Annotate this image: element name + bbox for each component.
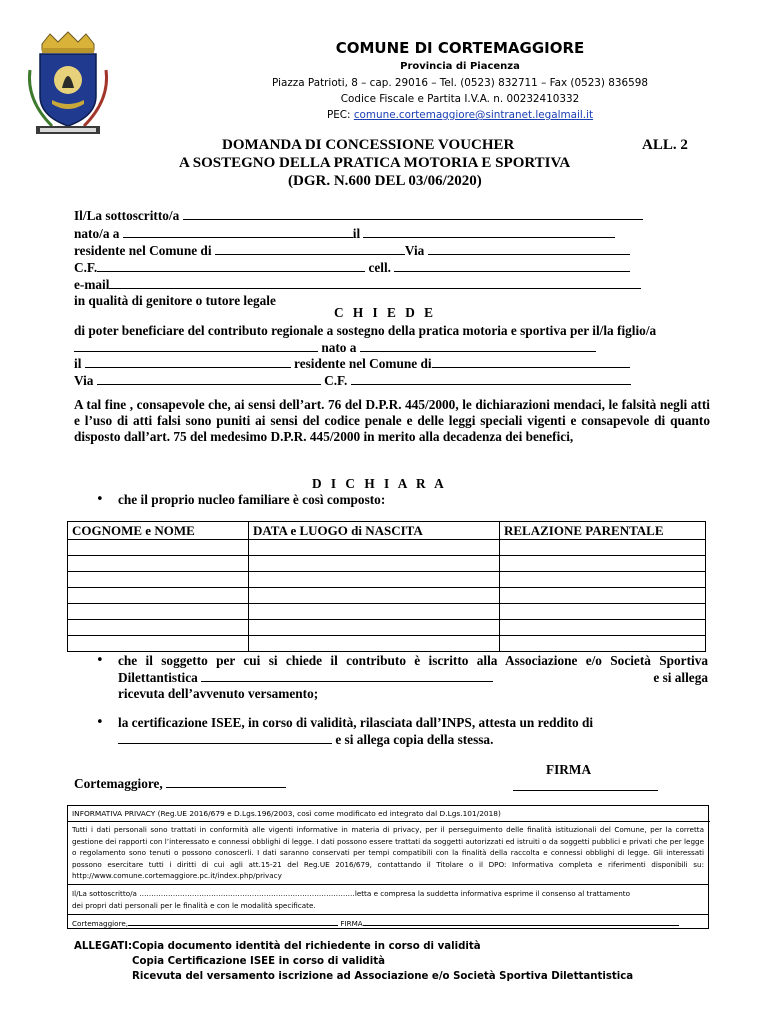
document-title-line2: A SOSTEGNO DELLA PRATICA MOTORIA E SPORTIVA [179,155,571,171]
cf-field[interactable] [97,260,365,272]
family-table [67,521,706,652]
role-text: in qualità di genitore o tutore legale [74,293,276,308]
signature-field[interactable] [513,790,658,791]
annex-number: ALL. 2 [642,137,688,153]
attachment-item: Copia Certificazione ISEE in corso di validità [132,956,385,967]
name-cell[interactable] [68,572,249,588]
association-statement [118,653,708,703]
name-cell[interactable] [68,604,249,620]
email-line [74,277,641,293]
privacy-heading: INFORMATIVA PRIVACY (Reg.UE 2016/679 e D.Lgs.196/2003, così come modificato ed integrato dal D.Lgs.101/2018) [68,806,710,822]
privacy-notice-box [67,805,709,929]
child-street-field[interactable] [97,373,321,385]
bullet-icon: • [96,492,104,507]
declaration-intro: A tal fine , consapevole che, ai sensi dell’art. 76 del D.P.R. 445/2000, le dichiarazioni mendaci, le falsità negli atti e l’uso di atti falsi sono puniti ai sensi del codice penale e delle leggi speciali vigenti e consapevole di quanto disposto dall’art. 75 del medesimo D.P.R. 445/2000 in merito alla decadenza dei benefici, [74,397,710,444]
relation-cell[interactable] [500,540,706,556]
table-row [68,556,706,572]
child-birth-date-field[interactable] [85,356,291,368]
residence-city-field[interactable] [215,243,405,255]
child-via-label: Via [74,373,94,388]
cell-label: cell. [368,260,392,275]
table-row [68,572,706,588]
child-resident-label: residente nel Comune di [294,356,432,371]
document-title-line3: (DGR. N.600 DEL 03/06/2020) [288,173,482,189]
chiede-text: di poter beneficiare del contributo regionale a sostegno della pratica motoria e sportiva per il/la figlio/a [74,323,657,338]
name-cell[interactable] [68,556,249,572]
bullet-icon: • [96,715,104,730]
birth-cell[interactable] [249,556,500,572]
attachment-item: Ricevuta del versamento iscrizione ad Associazione e/o Società Sportiva Dilettantistica [132,971,634,982]
pec-label: PEC: [326,109,354,121]
pec-line [250,109,670,121]
cf-line [74,260,630,276]
resident-in-label: residente nel Comune di [74,243,212,258]
birth-place-field[interactable] [123,226,353,238]
child-born-in-label: nato a [321,340,357,355]
child-cf-field[interactable] [351,373,631,385]
email-label: e-mail [74,277,110,292]
attachment-item: Copia documento identità del richiedente in corso di validità [132,941,481,952]
table-header-row [68,522,706,540]
privacy-firma-label: FIRMA [340,919,363,928]
child-name-field[interactable] [74,340,318,352]
pec-email-link[interactable]: comune.cortemaggiore@sintranet.legalmail.it [353,109,594,121]
child-birth-line [74,356,630,372]
birth-cell[interactable] [249,636,500,652]
name-cell[interactable] [68,636,249,652]
consent-section [68,884,708,915]
table-row [68,636,706,652]
attachments-label: ALLEGATI: [74,941,133,952]
income-field[interactable] [118,732,332,744]
isee-statement [118,715,708,748]
child-street-line [74,373,631,389]
col-name-header: COGNOME e NOME [68,522,249,540]
undersigned-field[interactable] [183,208,643,220]
relation-cell[interactable] [500,620,706,636]
relation-cell[interactable] [500,588,706,604]
child-residence-city-field[interactable] [432,356,630,368]
place-date-line [74,776,286,792]
birth-cell[interactable] [249,540,500,556]
name-cell[interactable] [68,540,249,556]
consent-text [72,888,704,911]
name-cell[interactable] [68,588,249,604]
table-row [68,540,706,556]
birth-cell[interactable] [249,620,500,636]
privacy-place-label: Cortemaggiore, [72,919,129,928]
birth-cell[interactable] [249,604,500,620]
residence-line [74,243,630,259]
table-row [68,588,706,604]
via-label: Via [404,243,425,258]
col-birth-header: DATA e LUOGO di NASCITA [249,522,500,540]
place-label: Cortemaggiore, [74,776,163,791]
municipality-title: COMUNE DI CORTEMAGGIORE [335,39,585,57]
relation-cell[interactable] [500,572,706,588]
consent-line1: Il/La sottoscritto/a ………………………………………………………………………………letta e compresa la suddetta informativa esprime il consenso al trattamento [72,889,630,898]
family-composition-text: che il proprio nucleo familiare è così composto: [118,492,386,507]
cf-label: C.F. [74,260,98,275]
dichiara-heading: D I C H I A R A [312,476,447,491]
birth-line [74,226,615,242]
bullet-icon: • [96,653,104,668]
relation-cell[interactable] [500,604,706,620]
privacy-signature-line [72,918,679,928]
association-name-field[interactable] [201,670,493,682]
child-cf-label: C.F. [324,373,348,388]
signature-label: FIRMA [546,762,592,777]
residence-street-field[interactable] [428,243,630,255]
province-name: Provincia di Piacenza [400,61,520,72]
privacy-body: Tutti i dati personali sono trattati in conformità alle vigenti informative in materia di privacy, per il perseguimento delle finalità istituzionali del Comune, per la corretta gestione dei rapporti con l’interessato e connessi obblighi di legge. I dati possono essere trattati da soggetti autorizzati ed istruiti o da soggetti pubblici e privati che per legge o regolamento sono tenuti o possono conoscerli. I dati saranno conservati per tempi compatibili con la finalità della raccolta e connessi obblighi di legge. Gli interessati possono esercitare tutti i diritti di cui agli att.15-21 del Reg.UE 2016/679, contattando il Titolare o il DPO: Informativa completa e riferimenti disponibili su: http://www.comune.cortemaggiore.pc.it/index.php/privacy [72,825,704,881]
isee-attach-text: e si allega copia della stessa. [335,731,494,747]
relation-cell[interactable] [500,636,706,652]
relation-cell[interactable] [500,556,706,572]
col-relation-header: RELAZIONE PARENTALE [500,522,706,540]
born-on-label: il [352,226,361,241]
table-row [68,604,706,620]
receipt-text: ricevuta dell’avvenuto versamento; [118,686,319,701]
undersigned-line [74,208,643,224]
table-row [68,620,706,636]
privacy-signature-field[interactable] [363,918,679,926]
date-field[interactable] [166,776,286,788]
privacy-signature-row [68,914,708,929]
cell-field[interactable] [394,260,630,272]
child-born-on-label: il [74,356,82,371]
email-field[interactable] [109,277,641,289]
child-birth-place-field[interactable] [360,340,596,352]
association-text: che il soggetto per cui si chiede il contributo è iscritto alla Associazione e/o Società Sportiva Dilettantistica [118,653,708,685]
child-name-line [74,340,596,356]
birth-cell[interactable] [249,572,500,588]
birth-cell[interactable] [249,588,500,604]
fiscal-code-line: Codice Fiscale e Partita I.V.A. n. 00232410332 [340,93,580,105]
birth-date-field[interactable] [363,226,615,238]
municipal-crest-icon [22,30,114,138]
chiede-heading: C H I E D E [333,305,437,320]
privacy-date-field[interactable] [128,918,338,926]
address-line: Piazza Patrioti, 8 – cap. 29016 – Tel. (0523) 832711 – Fax (0523) 836598 [272,77,648,89]
born-in-label: nato/a a [74,226,120,241]
consent-line2: dei propri dati personali per le finalità e con le modalità specificate. [72,900,316,910]
undersigned-label: Il/La sottoscritto/a [74,208,180,223]
isee-text: la certificazione ISEE, in corso di validità, rilasciata dall’INPS, attesta un reddito di [118,715,594,730]
association-attach-text: e si allega [653,669,708,685]
document-title-line1: DOMANDA DI CONCESSIONE VOUCHER [222,137,515,153]
name-cell[interactable] [68,620,249,636]
